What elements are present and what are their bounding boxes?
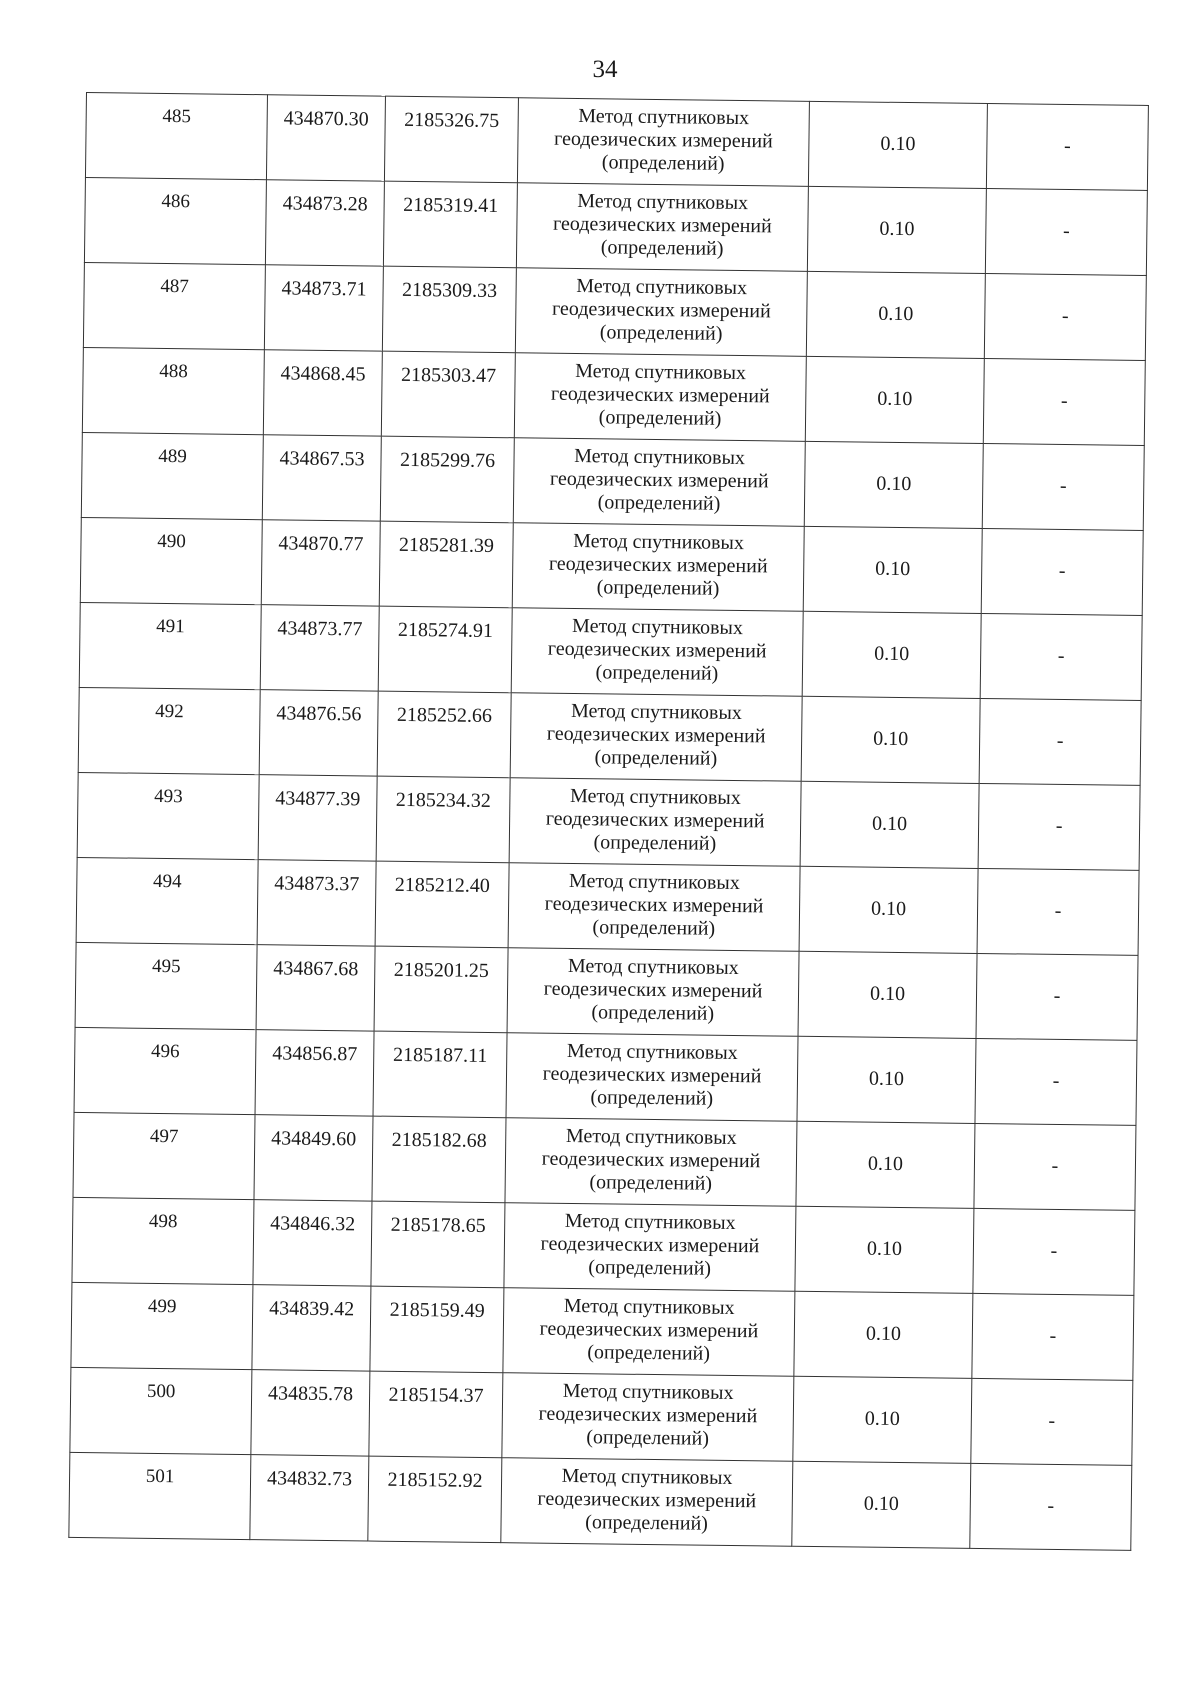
x-coordinate: 434870.30 <box>283 107 369 131</box>
accuracy-cell <box>799 866 978 953</box>
accuracy-value: 0.10 <box>870 897 907 921</box>
y-coordinate: 2185234.32 <box>395 788 492 812</box>
x-coordinate: 434835.78 <box>267 1382 354 1406</box>
description-value: - <box>1055 814 1063 837</box>
description-cell <box>983 358 1145 445</box>
table-row <box>84 177 1147 275</box>
method-text <box>508 948 799 1027</box>
method-line: геодезических измерений <box>546 722 766 748</box>
method-line: геодезических измерений <box>551 297 771 323</box>
x-coordinate: 434856.87 <box>272 1042 358 1066</box>
point-number: 489 <box>158 445 187 468</box>
x-coordinate-cell <box>252 1285 371 1371</box>
point-number: 490 <box>157 530 186 553</box>
y-coordinate: 2185212.40 <box>394 873 490 897</box>
x-coordinate-cell <box>262 435 381 521</box>
x-coordinate-cell <box>250 1455 369 1541</box>
method-cell <box>507 948 799 1037</box>
point-number: 494 <box>152 870 182 893</box>
point-number: 499 <box>147 1295 177 1318</box>
description-cell <box>974 1123 1136 1210</box>
method-line: геодезических измерений <box>552 212 772 238</box>
description-cell <box>972 1293 1134 1380</box>
method-line: геодезических измерений <box>537 1487 757 1513</box>
method-line: Метод спутниковых <box>575 359 747 385</box>
x-coordinate: 434873.71 <box>281 277 367 301</box>
page-number: 34 <box>592 56 618 83</box>
point-number: 485 <box>162 105 192 128</box>
method-line: Метод спутниковых <box>569 784 741 810</box>
accuracy-value: 0.10 <box>878 302 914 326</box>
accuracy-cell <box>793 1376 972 1463</box>
accuracy-value: 0.10 <box>874 642 910 666</box>
point-number: 495 <box>151 955 181 978</box>
description-value: - <box>1053 984 1061 1007</box>
point-number-cell <box>81 432 263 519</box>
coordinates-table <box>68 92 1149 1551</box>
accuracy-value: 0.10 <box>868 1067 905 1091</box>
x-coordinate: 434870.77 <box>278 532 364 556</box>
x-coordinate-cell <box>253 1200 372 1286</box>
method-line: геодезических измерений <box>541 1147 761 1173</box>
method-cell <box>502 1373 794 1462</box>
accuracy-cell <box>801 696 980 783</box>
point-number: 500 <box>146 1380 176 1403</box>
accuracy-cell <box>798 951 977 1038</box>
y-coordinate-cell <box>377 691 511 778</box>
point-number-cell <box>76 857 258 944</box>
y-coordinate: 2185159.49 <box>389 1298 485 1322</box>
y-coordinate-cell <box>373 1031 507 1118</box>
description-cell <box>982 443 1144 530</box>
x-coordinate: 434873.37 <box>274 872 360 896</box>
description-value: - <box>1063 134 1071 158</box>
method-cell <box>512 523 804 612</box>
table-row <box>81 432 1144 530</box>
method-text <box>516 268 807 347</box>
description-value: - <box>1052 1069 1060 1092</box>
x-coordinate: 434867.53 <box>279 447 365 471</box>
x-coordinate-cell <box>257 860 376 946</box>
accuracy-cell <box>794 1291 973 1378</box>
description-value: - <box>1058 559 1066 583</box>
table-row <box>82 347 1145 445</box>
method-line: (определений) <box>595 661 719 685</box>
y-coordinate-cell <box>375 861 509 948</box>
description-value: - <box>1057 644 1065 667</box>
method-text <box>512 608 803 687</box>
method-cell <box>511 608 803 697</box>
point-number: 488 <box>159 360 188 383</box>
table-row <box>70 1367 1133 1465</box>
description-value: - <box>1054 899 1062 922</box>
x-coordinate-cell <box>261 520 380 606</box>
x-coordinate: 434873.28 <box>282 192 368 216</box>
point-number-cell <box>79 602 261 689</box>
method-text <box>510 778 801 857</box>
method-line: (определений) <box>585 1511 709 1535</box>
x-coordinate-cell <box>266 95 385 181</box>
method-cell <box>501 1458 793 1547</box>
method-line: геодезических измерений <box>549 467 769 493</box>
method-cell <box>517 98 809 187</box>
table-row <box>74 1027 1137 1125</box>
y-coordinate: 2185303.47 <box>400 363 497 388</box>
point-number-cell <box>82 347 264 434</box>
method-text <box>517 183 808 262</box>
accuracy-value: 0.10 <box>873 727 909 751</box>
point-number: 491 <box>156 615 185 638</box>
method-line: геодезических измерений <box>540 1232 760 1258</box>
point-number: 486 <box>161 190 191 213</box>
description-cell <box>976 953 1138 1040</box>
point-number-cell <box>69 1452 251 1539</box>
table-row <box>78 687 1141 785</box>
method-line: (определений) <box>594 746 718 770</box>
x-coordinate: 434867.68 <box>273 957 359 981</box>
method-cell <box>506 1033 798 1122</box>
y-coordinate-cell <box>372 1116 506 1203</box>
accuracy-value: 0.10 <box>864 1407 900 1431</box>
table-row <box>83 262 1146 360</box>
description-value: - <box>1051 1154 1059 1177</box>
description-cell <box>980 613 1142 700</box>
description-value: - <box>1060 389 1068 413</box>
x-coordinate: 434839.42 <box>269 1297 355 1321</box>
method-line: (определений) <box>588 1256 712 1280</box>
method-line: геодезических измерений <box>545 807 765 833</box>
method-line: геодезических измерений <box>544 892 764 918</box>
description-value: - <box>1050 1239 1058 1262</box>
point-number-cell <box>78 687 260 774</box>
y-coordinate-cell <box>378 606 512 693</box>
accuracy-cell <box>807 186 986 273</box>
method-line: Метод спутниковых <box>570 699 742 725</box>
accuracy-value: 0.10 <box>879 217 915 241</box>
accuracy-value: 0.10 <box>863 1492 899 1516</box>
point-number: 493 <box>154 785 183 808</box>
method-line: (определений) <box>587 1341 711 1365</box>
table-body <box>69 93 1149 1551</box>
method-text <box>513 523 804 602</box>
x-coordinate-cell <box>259 690 378 776</box>
x-coordinate: 434846.32 <box>270 1212 356 1236</box>
x-coordinate-cell <box>263 350 382 436</box>
x-coordinate-cell <box>264 265 383 351</box>
table-row <box>79 602 1142 700</box>
x-coordinate: 434849.60 <box>271 1127 357 1151</box>
method-line: (определений) <box>586 1426 710 1450</box>
table-row <box>73 1112 1136 1210</box>
y-coordinate-cell <box>383 181 517 268</box>
y-coordinate-cell <box>381 351 515 438</box>
method-cell <box>510 693 802 782</box>
method-line: Метод спутниковых <box>567 954 739 980</box>
x-coordinate: 434868.45 <box>280 362 366 386</box>
point-number-cell <box>83 262 265 349</box>
point-number-cell <box>80 517 262 604</box>
accuracy-cell <box>795 1206 974 1293</box>
method-cell <box>509 778 801 867</box>
accuracy-cell <box>806 271 985 358</box>
method-line: Метод спутниковых <box>576 275 748 300</box>
method-line: Метод спутниковых <box>577 190 749 215</box>
method-line: геодезических измерений <box>550 382 770 408</box>
x-coordinate: 434877.39 <box>275 787 361 811</box>
y-coordinate-cell <box>370 1286 504 1373</box>
y-coordinate-cell <box>380 436 514 523</box>
description-value: - <box>1062 219 1070 243</box>
point-number: 496 <box>150 1040 180 1063</box>
x-coordinate: 434873.77 <box>277 617 363 641</box>
document-sheet <box>68 92 1142 1551</box>
y-coordinate-cell <box>368 1456 502 1543</box>
accuracy-value: 0.10 <box>871 812 908 836</box>
method-line: геодезических измерений <box>539 1317 759 1343</box>
description-value: - <box>1049 1324 1057 1347</box>
method-cell <box>513 438 805 527</box>
method-line: геодезических измерений <box>553 127 773 153</box>
description-value: - <box>1048 1409 1056 1432</box>
point-number: 492 <box>155 700 184 723</box>
accuracy-cell <box>808 101 987 188</box>
method-text <box>511 693 802 772</box>
table-row <box>69 1452 1132 1550</box>
method-cell <box>505 1118 797 1207</box>
method-line: (определений) <box>596 576 720 600</box>
method-cell <box>504 1203 796 1292</box>
method-line: (определений) <box>599 321 723 345</box>
point-number-cell <box>71 1282 253 1369</box>
y-coordinate-cell <box>369 1371 503 1458</box>
accuracy-cell <box>796 1121 975 1208</box>
x-coordinate-cell <box>260 605 379 691</box>
method-cell <box>508 863 800 952</box>
method-cell <box>503 1288 795 1377</box>
method-line: Метод спутниковых <box>568 869 740 895</box>
y-coordinate-cell <box>384 96 518 183</box>
accuracy-cell <box>803 526 982 613</box>
description-cell <box>986 104 1148 191</box>
y-coordinate: 2185299.76 <box>399 448 496 473</box>
method-text <box>515 353 806 432</box>
y-coordinate: 2185152.92 <box>387 1468 483 1492</box>
method-line: (определений) <box>601 151 725 175</box>
accuracy-cell <box>797 1036 976 1123</box>
method-line: Метод спутниковых <box>563 1294 735 1320</box>
method-line: (определений) <box>593 831 717 855</box>
x-coordinate-cell <box>251 1370 370 1456</box>
description-cell <box>985 189 1147 276</box>
description-cell <box>975 1038 1137 1125</box>
table-row <box>77 772 1140 870</box>
method-line: Метод спутниковых <box>571 614 744 640</box>
x-coordinate-cell <box>254 1115 373 1201</box>
table-row <box>85 93 1148 191</box>
accuracy-value: 0.10 <box>869 982 906 1006</box>
method-line: Метод спутниковых <box>564 1209 736 1235</box>
accuracy-value: 0.10 <box>875 557 911 581</box>
y-coordinate: 2185154.37 <box>388 1383 484 1407</box>
description-value: - <box>1047 1494 1055 1517</box>
y-coordinate-cell <box>382 266 516 353</box>
method-line: (определений) <box>597 491 721 515</box>
accuracy-value: 0.10 <box>880 132 916 156</box>
description-cell <box>971 1378 1133 1465</box>
y-coordinate: 2185326.75 <box>404 108 500 133</box>
description-cell <box>978 783 1140 870</box>
accuracy-cell <box>792 1461 971 1548</box>
description-value: - <box>1059 474 1067 498</box>
accuracy-cell <box>805 356 984 443</box>
y-coordinate-cell <box>379 521 513 608</box>
method-text <box>514 438 805 517</box>
method-text <box>504 1288 795 1367</box>
y-coordinate: 2185281.39 <box>398 533 495 558</box>
y-coordinate: 2185309.33 <box>401 278 498 303</box>
method-text <box>501 1458 792 1537</box>
method-line: (определений) <box>590 1086 714 1110</box>
description-cell <box>973 1208 1135 1295</box>
method-line: (определений) <box>592 916 716 940</box>
y-coordinate: 2185187.11 <box>392 1043 488 1067</box>
y-coordinate-cell <box>376 776 510 863</box>
table-row <box>80 517 1143 615</box>
method-line: (определений) <box>598 406 722 430</box>
point-number-cell <box>73 1112 255 1199</box>
point-number: 497 <box>149 1125 179 1148</box>
description-cell <box>984 274 1146 361</box>
accuracy-cell <box>804 441 983 528</box>
y-coordinate: 2185319.41 <box>403 193 499 218</box>
method-text <box>509 863 800 942</box>
accuracy-cell <box>802 611 981 698</box>
accuracy-value: 0.10 <box>865 1322 902 1346</box>
method-line: Метод спутниковых <box>574 444 746 470</box>
y-coordinate: 2185182.68 <box>391 1128 487 1152</box>
method-line: геодезических измерений <box>542 1062 762 1088</box>
accuracy-value: 0.10 <box>876 472 912 496</box>
point-number-cell <box>85 93 267 180</box>
point-number-cell <box>77 772 259 859</box>
x-coordinate-cell <box>255 1030 374 1116</box>
method-text <box>507 1033 798 1112</box>
x-coordinate: 434876.56 <box>276 702 362 726</box>
y-coordinate-cell <box>374 946 508 1033</box>
accuracy-value: 0.10 <box>867 1152 904 1176</box>
y-coordinate: 2185252.66 <box>396 703 493 728</box>
method-line: Метод спутниковых <box>562 1379 734 1405</box>
y-coordinate: 2185201.25 <box>393 958 489 982</box>
method-text <box>518 98 809 177</box>
point-number-cell <box>70 1367 252 1454</box>
description-cell <box>979 698 1141 785</box>
method-text <box>505 1203 796 1282</box>
accuracy-value: 0.10 <box>877 387 913 411</box>
point-number: 487 <box>160 275 190 298</box>
point-number-cell <box>84 177 266 264</box>
description-cell <box>970 1463 1132 1550</box>
method-cell <box>515 268 807 357</box>
method-line: геодезических измерений <box>543 977 763 1003</box>
method-line: Метод спутниковых <box>561 1464 733 1490</box>
accuracy-cell <box>800 781 979 868</box>
method-cell <box>516 183 808 272</box>
table-row <box>71 1282 1134 1380</box>
method-line: Метод спутниковых <box>573 529 745 555</box>
method-line: Метод спутниковых <box>578 105 750 130</box>
method-line: (определений) <box>600 236 724 260</box>
description-cell <box>977 868 1139 955</box>
y-coordinate-cell <box>371 1201 505 1288</box>
method-line: (определений) <box>589 1171 713 1195</box>
method-line: (определений) <box>591 1001 715 1025</box>
table-row <box>76 857 1139 955</box>
method-text <box>502 1373 793 1452</box>
description-value: - <box>1056 729 1064 752</box>
point-number-cell <box>74 1027 256 1114</box>
point-number-cell <box>75 942 257 1029</box>
method-line: геодезических измерений <box>548 552 768 578</box>
point-number: 498 <box>148 1210 178 1233</box>
x-coordinate-cell <box>256 945 375 1031</box>
method-line: Метод спутниковых <box>565 1124 737 1150</box>
point-number-cell <box>72 1197 254 1284</box>
point-number: 501 <box>145 1465 175 1488</box>
x-coordinate-cell <box>258 775 377 861</box>
description-value: - <box>1061 304 1069 328</box>
method-cell <box>514 353 806 442</box>
y-coordinate: 2185274.91 <box>397 618 494 643</box>
method-text <box>506 1118 797 1197</box>
description-cell <box>981 528 1143 615</box>
method-line: геодезических измерений <box>538 1402 758 1428</box>
table-row <box>72 1197 1135 1295</box>
table-row <box>75 942 1138 1040</box>
method-line: геодезических измерений <box>547 637 767 663</box>
y-coordinate: 2185178.65 <box>390 1213 486 1237</box>
x-coordinate-cell <box>265 180 384 266</box>
method-line: Метод спутниковых <box>566 1039 738 1065</box>
accuracy-value: 0.10 <box>866 1237 903 1261</box>
x-coordinate: 434832.73 <box>266 1467 353 1491</box>
